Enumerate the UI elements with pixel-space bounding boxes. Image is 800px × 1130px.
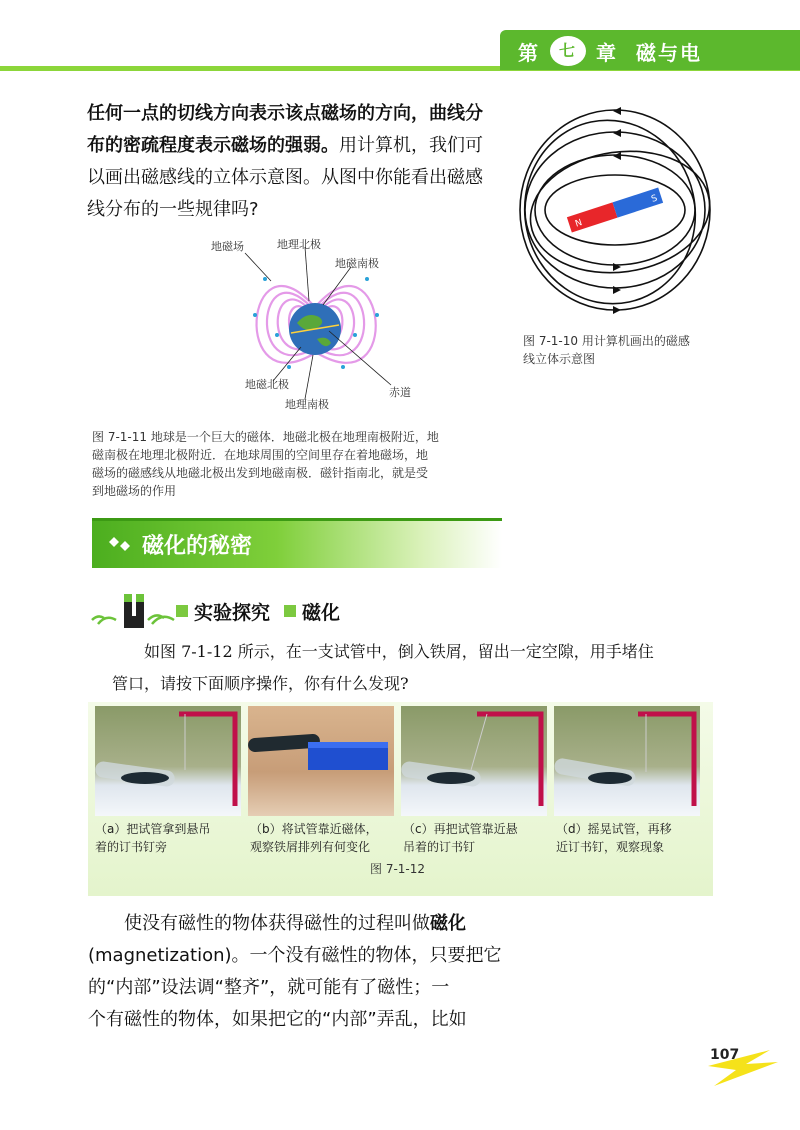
photo-c [401,706,547,816]
label-geomagnetic-field: 地磁场 [211,240,244,253]
intro-line-2-rest: 用计算机，我们可 [339,135,483,156]
section-title-rule [92,518,502,521]
intro-paragraph [87,98,507,226]
magnet-s-label: S [650,193,659,205]
label-magnetic-north-pole: 地磁北极 [245,378,289,391]
intro-line-3: 以画出磁感线的立体示意图。从图中你能看出磁感 [87,167,483,188]
experiment-instructions: 如图 7-1-12 所示，在一支试管中，倒入铁屑，留出一定空隙，用手堵住 管口，请按下面顺序操作，你有什么发现? [112,642,654,693]
photo-d [554,706,700,816]
square-bullet-icon [176,605,188,617]
figure-7-1-11-caption: 图 7-1-11 地球是一个巨大的磁体．地磁北极在地理南极附近，地 磁南极在地理北极附近．在地球周围的空间里存在着地磁场，地 磁场的磁感线从地磁北极出发到地磁南极．磁针指南北，就是受 到地磁场的作用 [92,430,439,498]
chapter-number-badge: 七 [550,36,586,66]
term-magnetization: 磁化 [430,913,466,934]
photo-a [95,706,241,816]
intro-line-2-bold: 布的密疏程度表示磁场的强弱。 [87,135,339,156]
intro-line-1: 任何一点的切线方向表示该点磁场的方向，曲线分 [87,103,483,124]
experiment-title [176,596,340,626]
photo-d-caption: （d）摇晃试管，再移 近订书钉，观察现象 [556,822,672,854]
label-geographic-north-pole: 地理北极 [277,238,321,251]
chapter-suffix: 章 [596,40,618,65]
photo-c-caption: （c）再把试管靠近悬 吊着的订书钉 [403,822,518,854]
magnet-field-lines-image [515,100,720,325]
magnet-n-label: N [574,218,584,230]
para-line-2: (magnetization)。一个没有磁性的物体，只要把它 [88,945,502,966]
para-line-4: 个有磁性的物体，如果把它的“内部”弄乱，比如 [88,1009,467,1030]
label-magnetic-south-pole: 地磁南极 [335,257,379,270]
photo-b-caption: （b）将试管靠近磁体， 观察铁屑排列有何变化 [250,822,378,854]
para-line-1a: 使没有磁性的物体获得磁性的过程叫做 [124,913,430,934]
chapter-title: 磁与电 [636,40,702,65]
experiment-topic: 磁化 [302,601,341,624]
magnet-field-3d-figure [515,100,720,325]
section-title-text: 磁化的秘密 [142,533,253,559]
page-number: 107 [710,1047,740,1063]
chapter-prefix: 第 [518,40,540,65]
experiment-tag: 实验探究 [194,601,271,624]
experiment-magnet-icon [88,590,178,630]
photo-b [248,706,394,816]
para-line-3: 的“内部”设法调“整齐”，就可能有了磁性；一 [88,977,450,998]
figure-7-1-10-caption: 图 7-1-10 用计算机画出的磁感 线立体示意图 [523,334,690,366]
figure-7-1-12-label: 图 7-1-12 [370,862,426,876]
magnetization-paragraph [88,908,508,1036]
intro-line-4: 线分布的一些规律吗? [87,199,259,220]
photo-a-caption: （a）把试管拿到悬吊 着的订书钉旁 [95,822,211,854]
earth-magnetic-field-figure [205,235,445,415]
square-bullet-icon [284,605,296,617]
diamond-bullet-icon [108,535,134,553]
chapter-header [518,36,798,66]
label-equator: 赤道 [389,386,411,399]
label-geographic-south-pole: 地理南极 [285,398,329,411]
section-title [108,526,252,562]
